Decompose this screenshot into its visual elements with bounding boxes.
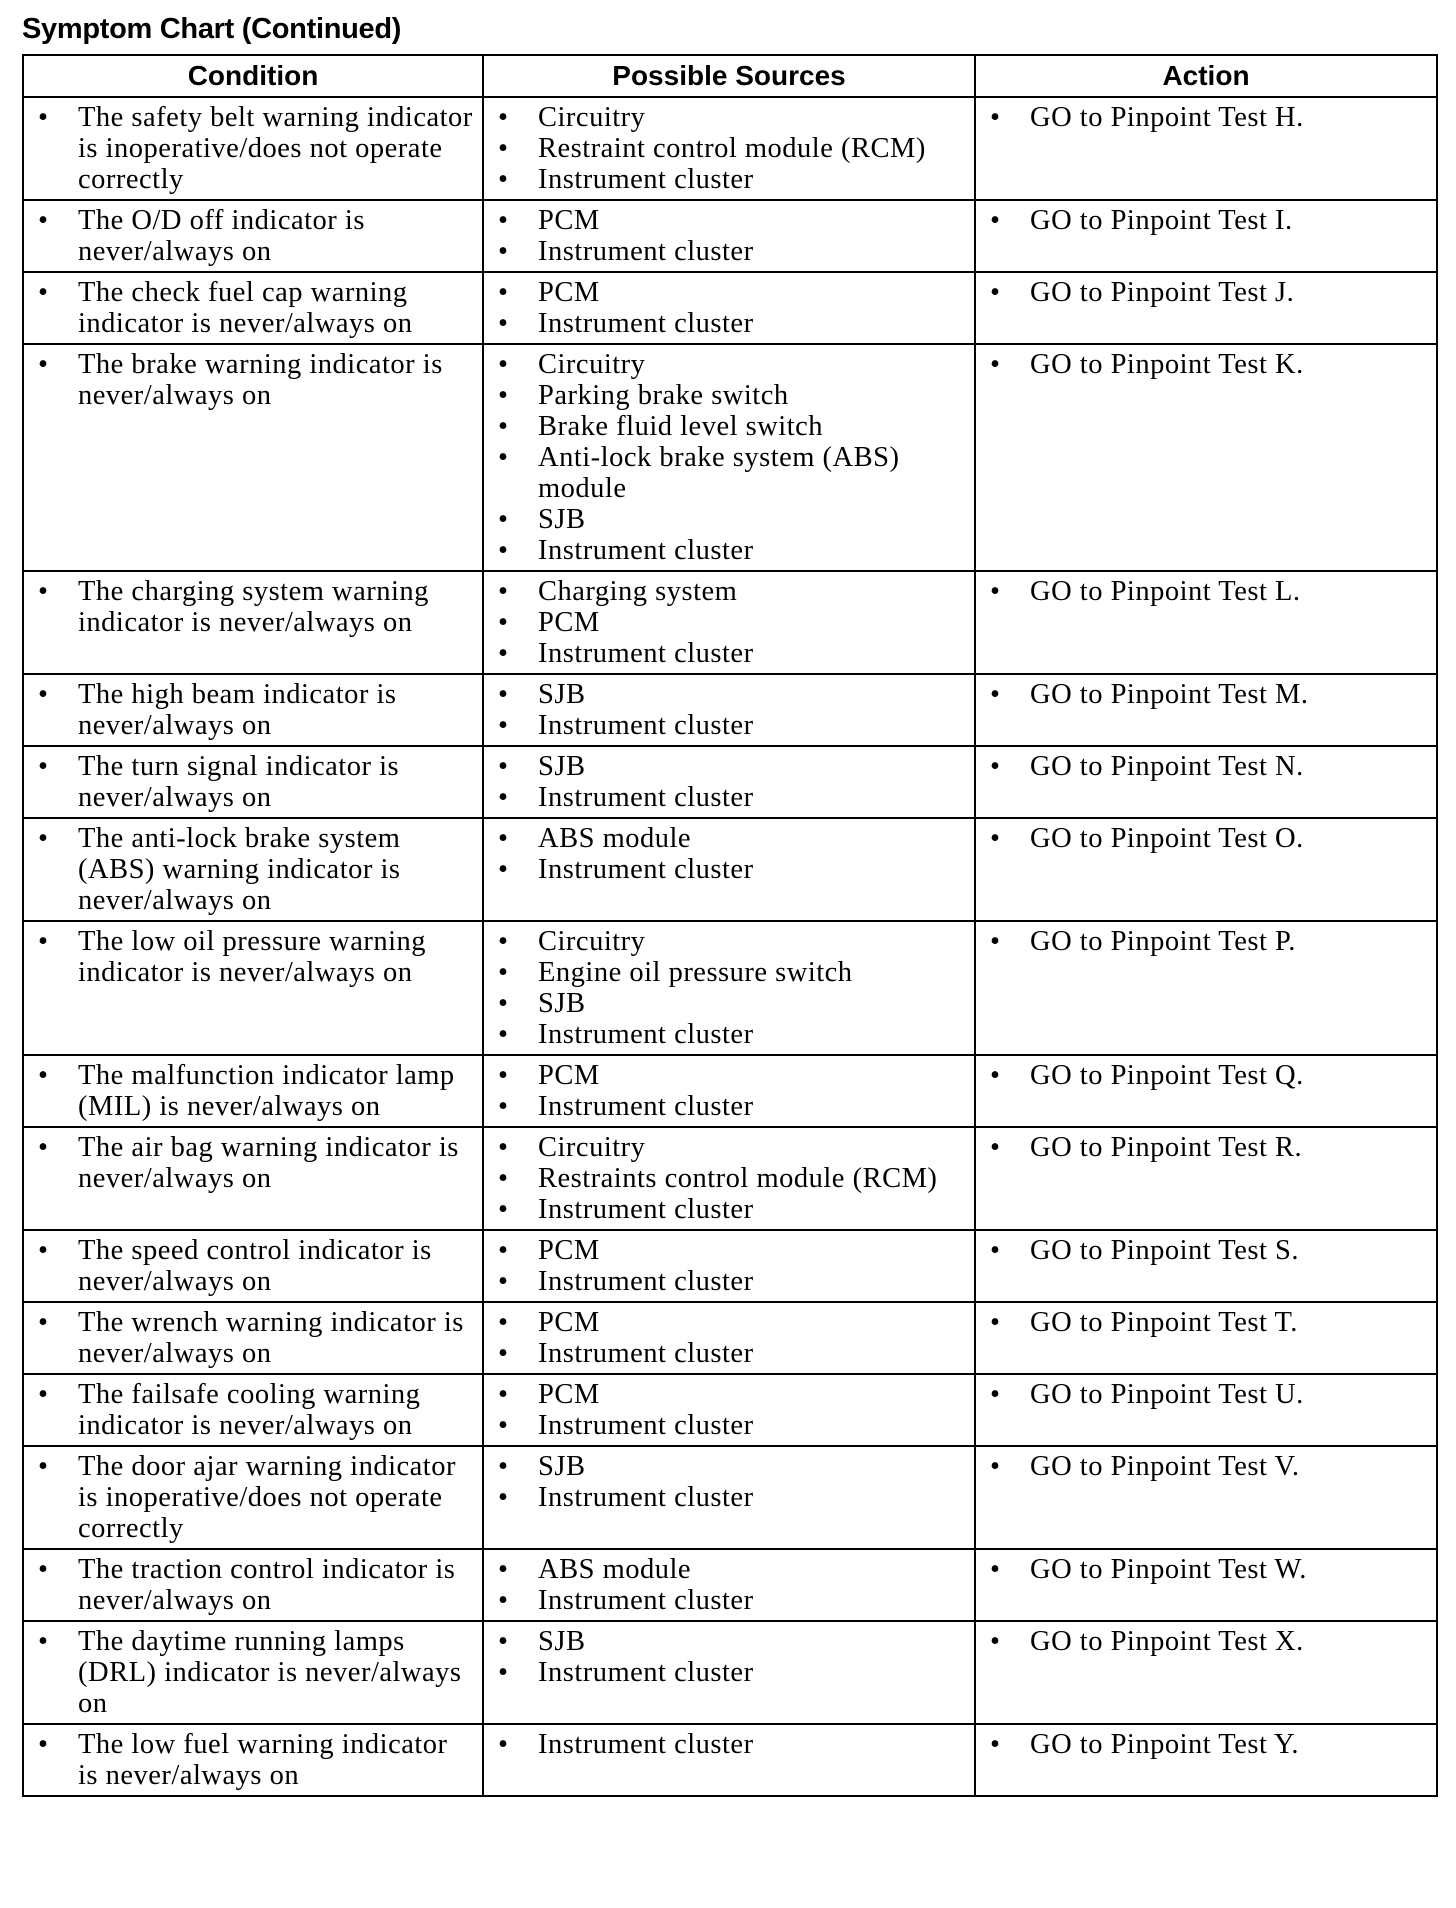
action-item: • GO to Pinpoint Test V. (976, 1451, 1428, 1482)
condition-item: • The traction control indicator is never/always on (24, 1554, 474, 1616)
condition-list (24, 349, 474, 411)
condition-item: • The air bag warning indicator is never/always on (24, 1132, 474, 1194)
action-cell (975, 746, 1437, 818)
table-row (23, 1230, 1437, 1302)
condition-list (24, 926, 474, 988)
source-item: • Instrument cluster (484, 638, 966, 669)
action-item: • GO to Pinpoint Test T. (976, 1307, 1428, 1338)
table-row (23, 1055, 1437, 1127)
table-row (23, 571, 1437, 674)
source-item: • Instrument cluster (484, 1657, 966, 1688)
condition-list (24, 1626, 474, 1719)
source-item: • Restraints control module (RCM) (484, 1163, 966, 1194)
possible-sources-cell (483, 818, 975, 921)
action-cell (975, 1127, 1437, 1230)
action-list (976, 1132, 1428, 1163)
condition-cell (23, 818, 483, 921)
action-cell (975, 1302, 1437, 1374)
source-list (484, 679, 966, 741)
source-item: • Engine oil pressure switch (484, 957, 966, 988)
action-list (976, 102, 1428, 133)
table-row (23, 200, 1437, 272)
action-list (976, 1554, 1428, 1585)
page-title: Symptom Chart (Continued) (22, 13, 402, 45)
possible-sources-cell (483, 1621, 975, 1724)
condition-list (24, 679, 474, 741)
action-list (976, 1235, 1428, 1266)
condition-cell (23, 1127, 483, 1230)
action-item: • GO to Pinpoint Test Y. (976, 1729, 1428, 1760)
condition-cell (23, 674, 483, 746)
possible-sources-cell (483, 1127, 975, 1230)
condition-item: • The malfunction indicator lamp (MIL) is never/always on (24, 1060, 474, 1122)
table-row (23, 1302, 1437, 1374)
table-row (23, 818, 1437, 921)
table-row (23, 1621, 1437, 1724)
action-cell (975, 674, 1437, 746)
action-list (976, 926, 1428, 957)
action-item: • GO to Pinpoint Test R. (976, 1132, 1428, 1163)
condition-cell (23, 1446, 483, 1549)
action-list (976, 1729, 1428, 1760)
header-row (23, 55, 1437, 97)
source-item: • SJB (484, 504, 966, 535)
action-list (976, 1626, 1428, 1657)
action-list (976, 679, 1428, 710)
source-item: • Instrument cluster (484, 1410, 966, 1441)
action-item: • GO to Pinpoint Test M. (976, 679, 1428, 710)
source-list (484, 205, 966, 267)
condition-item: • The door ajar warning indicator is inoperative/does not operate correctly (24, 1451, 474, 1544)
condition-list (24, 1235, 474, 1297)
source-item: • SJB (484, 1451, 966, 1482)
source-item: • Parking brake switch (484, 380, 966, 411)
condition-list (24, 823, 474, 916)
condition-item: • The daytime running lamps (DRL) indicator is never/always on (24, 1626, 474, 1719)
source-item: • Circuitry (484, 349, 966, 380)
column-header-possible-sources: Possible Sources (483, 55, 975, 97)
source-list (484, 1729, 966, 1760)
source-item: • PCM (484, 277, 966, 308)
action-item: • GO to Pinpoint Test I. (976, 205, 1428, 236)
table-row (23, 97, 1437, 200)
condition-cell (23, 200, 483, 272)
source-item: • ABS module (484, 823, 966, 854)
action-cell (975, 818, 1437, 921)
source-item: • Instrument cluster (484, 1266, 966, 1297)
condition-list (24, 1132, 474, 1194)
source-item: • Instrument cluster (484, 535, 966, 566)
possible-sources-cell (483, 1302, 975, 1374)
possible-sources-cell (483, 746, 975, 818)
source-item: • Instrument cluster (484, 1338, 966, 1369)
action-item: • GO to Pinpoint Test O. (976, 823, 1428, 854)
source-item: • PCM (484, 1060, 966, 1091)
possible-sources-cell (483, 1549, 975, 1621)
source-item: • SJB (484, 679, 966, 710)
action-list (976, 205, 1428, 236)
condition-list (24, 1307, 474, 1369)
condition-list (24, 277, 474, 339)
condition-cell (23, 1374, 483, 1446)
source-item: • Instrument cluster (484, 1585, 966, 1616)
source-item: • SJB (484, 1626, 966, 1657)
action-cell (975, 1055, 1437, 1127)
action-cell (975, 921, 1437, 1055)
action-list (976, 277, 1428, 308)
action-cell (975, 1230, 1437, 1302)
possible-sources-cell (483, 1374, 975, 1446)
source-item: • Instrument cluster (484, 236, 966, 267)
condition-list (24, 576, 474, 638)
condition-list (24, 205, 474, 267)
source-item: • Instrument cluster (484, 710, 966, 741)
condition-item: • The check fuel cap warning indicator is never/always on (24, 277, 474, 339)
source-item: • PCM (484, 607, 966, 638)
condition-item: • The failsafe cooling warning indicator is never/always on (24, 1379, 474, 1441)
source-list (484, 349, 966, 566)
source-list (484, 277, 966, 339)
condition-cell (23, 921, 483, 1055)
source-item: • SJB (484, 988, 966, 1019)
action-list (976, 576, 1428, 607)
action-item: • GO to Pinpoint Test L. (976, 576, 1428, 607)
source-list (484, 1451, 966, 1513)
table-row (23, 344, 1437, 571)
action-item: • GO to Pinpoint Test N. (976, 751, 1428, 782)
action-item: • GO to Pinpoint Test K. (976, 349, 1428, 380)
source-item: • Instrument cluster (484, 782, 966, 813)
source-item: • Instrument cluster (484, 854, 966, 885)
action-list (976, 751, 1428, 782)
condition-list (24, 751, 474, 813)
condition-cell (23, 344, 483, 571)
table-row (23, 1724, 1437, 1796)
condition-item: • The O/D off indicator is never/always on (24, 205, 474, 267)
table-row (23, 746, 1437, 818)
possible-sources-cell (483, 1230, 975, 1302)
possible-sources-cell (483, 921, 975, 1055)
source-list (484, 1554, 966, 1616)
table-row (23, 272, 1437, 344)
action-item: • GO to Pinpoint Test S. (976, 1235, 1428, 1266)
possible-sources-cell (483, 1055, 975, 1127)
action-item: • GO to Pinpoint Test P. (976, 926, 1428, 957)
table-row (23, 1374, 1437, 1446)
action-cell (975, 344, 1437, 571)
table-row (23, 921, 1437, 1055)
action-item: • GO to Pinpoint Test H. (976, 102, 1428, 133)
condition-cell (23, 1549, 483, 1621)
condition-item: • The wrench warning indicator is never/always on (24, 1307, 474, 1369)
source-list (484, 1235, 966, 1297)
source-list (484, 1626, 966, 1688)
action-list (976, 349, 1428, 380)
column-header-action: Action (975, 55, 1437, 97)
source-list (484, 102, 966, 195)
condition-item: • The turn signal indicator is never/always on (24, 751, 474, 813)
action-list (976, 1307, 1428, 1338)
condition-item: • The low fuel warning indicator is never/always on (24, 1729, 474, 1791)
column-header-condition: Condition (23, 55, 483, 97)
source-list (484, 926, 966, 1050)
symptom-table (22, 54, 1438, 1797)
source-item: • Instrument cluster (484, 1019, 966, 1050)
source-list (484, 751, 966, 813)
action-list (976, 1060, 1428, 1091)
action-item: • GO to Pinpoint Test W. (976, 1554, 1428, 1585)
condition-item: • The low oil pressure warning indicator is never/always on (24, 926, 474, 988)
condition-cell (23, 1302, 483, 1374)
condition-item: • The safety belt warning indicator is inoperative/does not operate correctly (24, 102, 474, 195)
source-item: • Charging system (484, 576, 966, 607)
possible-sources-cell (483, 272, 975, 344)
source-item: • PCM (484, 1235, 966, 1266)
condition-cell (23, 97, 483, 200)
source-item: • ABS module (484, 1554, 966, 1585)
condition-list (24, 1060, 474, 1122)
action-cell (975, 1374, 1437, 1446)
condition-cell (23, 746, 483, 818)
action-cell (975, 200, 1437, 272)
condition-cell (23, 1055, 483, 1127)
action-list (976, 823, 1428, 854)
source-item: • Circuitry (484, 1132, 966, 1163)
condition-cell (23, 1724, 483, 1796)
action-item: • GO to Pinpoint Test U. (976, 1379, 1428, 1410)
action-cell (975, 1621, 1437, 1724)
condition-item: • The brake warning indicator is never/always on (24, 349, 474, 411)
source-item: • PCM (484, 205, 966, 236)
table-row (23, 1549, 1437, 1621)
source-item: • Restraint control module (RCM) (484, 133, 966, 164)
source-list (484, 823, 966, 885)
possible-sources-cell (483, 1446, 975, 1549)
table-row (23, 674, 1437, 746)
condition-item: • The speed control indicator is never/always on (24, 1235, 474, 1297)
condition-list (24, 102, 474, 195)
possible-sources-cell (483, 97, 975, 200)
possible-sources-cell (483, 200, 975, 272)
source-list (484, 1132, 966, 1225)
source-list (484, 1060, 966, 1122)
condition-item: • The charging system warning indicator is never/always on (24, 576, 474, 638)
condition-list (24, 1379, 474, 1441)
action-item: • GO to Pinpoint Test Q. (976, 1060, 1428, 1091)
table-row (23, 1446, 1437, 1549)
condition-cell (23, 1621, 483, 1724)
source-item: • Instrument cluster (484, 1729, 966, 1760)
source-item: • Instrument cluster (484, 1091, 966, 1122)
possible-sources-cell (483, 344, 975, 571)
condition-cell (23, 272, 483, 344)
source-item: • PCM (484, 1379, 966, 1410)
source-item: • Circuitry (484, 926, 966, 957)
action-cell (975, 1549, 1437, 1621)
source-item: • Instrument cluster (484, 1482, 966, 1513)
source-item: • Instrument cluster (484, 1194, 966, 1225)
source-item: • Anti-lock brake system (ABS) module (484, 442, 966, 504)
condition-cell (23, 1230, 483, 1302)
possible-sources-cell (483, 571, 975, 674)
condition-item: • The anti-lock brake system (ABS) warning indicator is never/always on (24, 823, 474, 916)
action-cell (975, 1724, 1437, 1796)
source-item: • PCM (484, 1307, 966, 1338)
source-item: • Instrument cluster (484, 308, 966, 339)
action-list (976, 1379, 1428, 1410)
table-body (23, 97, 1437, 1796)
action-cell (975, 1446, 1437, 1549)
action-cell (975, 571, 1437, 674)
table-row (23, 1127, 1437, 1230)
condition-list (24, 1729, 474, 1791)
condition-list (24, 1451, 474, 1544)
condition-list (24, 1554, 474, 1616)
source-item: • Brake fluid level switch (484, 411, 966, 442)
possible-sources-cell (483, 674, 975, 746)
action-item: • GO to Pinpoint Test X. (976, 1626, 1428, 1657)
source-list (484, 576, 966, 669)
possible-sources-cell (483, 1724, 975, 1796)
source-list (484, 1379, 966, 1441)
action-cell (975, 97, 1437, 200)
action-list (976, 1451, 1428, 1482)
action-cell (975, 272, 1437, 344)
action-item: • GO to Pinpoint Test J. (976, 277, 1428, 308)
condition-cell (23, 571, 483, 674)
source-item: • Circuitry (484, 102, 966, 133)
condition-item: • The high beam indicator is never/always on (24, 679, 474, 741)
source-item: • SJB (484, 751, 966, 782)
source-list (484, 1307, 966, 1369)
source-item: • Instrument cluster (484, 164, 966, 195)
